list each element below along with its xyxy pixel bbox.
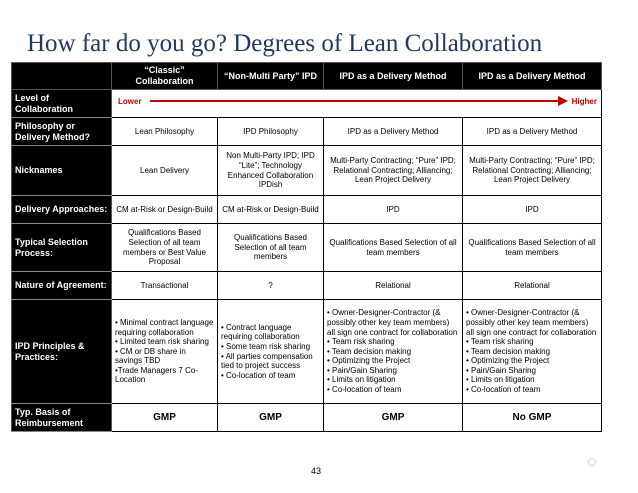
- principles-cell: [463, 300, 602, 404]
- row-label-level: Level of Collaboration: [12, 90, 112, 118]
- slide-title: How far do you go? Degrees of Lean Collaboration: [27, 30, 543, 57]
- table-cell: GMP: [324, 404, 463, 432]
- principles-cell: [112, 300, 218, 404]
- table-cell: Lean Delivery: [112, 146, 218, 196]
- bullet-item: • Team risk sharing: [327, 337, 395, 347]
- bullet-item: • Team decision making: [466, 346, 551, 356]
- collaboration-arrow: [112, 90, 600, 118]
- row-label-delivery: Delivery Approaches:: [12, 196, 112, 224]
- table-cell: Relational: [463, 272, 602, 300]
- table-cell: Relational: [324, 272, 463, 300]
- bullet-item: • Pain/Gain Sharing: [466, 365, 536, 375]
- row-label-agreement: Nature of Agreement:: [12, 272, 112, 300]
- table-cell: Qualifications Based Selection of all team members or Best Value Proposal: [112, 224, 218, 272]
- table-cell: Transactional: [112, 272, 218, 300]
- header-ipd-delivery-2: IPD as a Delivery Method: [463, 63, 602, 90]
- table-row: [12, 272, 602, 300]
- table-cell: CM at-Risk or Design-Build: [218, 196, 324, 224]
- table-row: [12, 196, 602, 224]
- table-cell: IPD: [463, 196, 602, 224]
- principles-cell: [218, 300, 324, 404]
- table-cell: IPD as a Delivery Method: [463, 118, 602, 146]
- principles-cell: [324, 300, 463, 404]
- header-non-multi-party: “Non-Multi Party” IPD: [218, 63, 324, 90]
- bullet-item: • Minimal contract language requiring collaboration: [115, 317, 214, 337]
- bullet-item: • Optimizing the Project: [466, 356, 550, 366]
- bullet-item: • Co-location of team: [221, 370, 296, 380]
- bullet-item: • Contract language requiring collaboration: [221, 322, 300, 342]
- spectrum-high: Higher: [571, 97, 597, 106]
- table-cell: Non Multi-Party IPD; IPD “Lite”; Technology Enhanced Collaboration IPDish: [218, 146, 324, 196]
- bullet-item: • Team decision making: [327, 346, 412, 356]
- bullet-item: • CM or DB share in savings TBD: [115, 346, 186, 366]
- table-cell: Qualifications Based Selection of all team members: [218, 224, 324, 272]
- header-classic: “Classic” Collaboration: [112, 63, 218, 90]
- table-cell: ?: [218, 272, 324, 300]
- spectrum-cell: [112, 90, 602, 118]
- spectrum-row: [12, 90, 602, 118]
- table-cell: GMP: [112, 404, 218, 432]
- table-cell: Multi-Party Contracting; “Pure” IPD; Relational Contracting; Alliancing; Lean Project Delivery: [324, 146, 463, 196]
- spectrum-low: Lower: [118, 97, 142, 106]
- slide-number-icon: ◯: [588, 459, 596, 466]
- table-cell: No GMP: [463, 404, 602, 432]
- table-row: [12, 118, 602, 146]
- bullet-item: • Team risk sharing: [466, 337, 534, 347]
- bullet-item: • Limits on litigation: [327, 375, 396, 385]
- reimbursement-row: [12, 404, 602, 432]
- row-label-reimbursement: Typ. Basis of Reimbursement: [12, 404, 112, 432]
- bullet-item: • Optimizing the Project: [327, 356, 411, 366]
- bullet-item: • Some team risk sharing: [221, 341, 311, 351]
- header-ipd-delivery-1: IPD as a Delivery Method: [324, 63, 463, 90]
- table-cell: IPD as a Delivery Method: [324, 118, 463, 146]
- row-label-selection: Typical Selection Process:: [12, 224, 112, 272]
- row-label-principles: IPD Principles & Practices:: [12, 300, 112, 404]
- bullet-item: • All parties compensation tied to project success: [221, 351, 313, 371]
- table-cell: Lean Philosophy: [112, 118, 218, 146]
- principles-row: [12, 300, 602, 404]
- bullet-item: •Trade Managers 7 Co-Location: [115, 365, 198, 385]
- table-cell: Qualifications Based Selection of all team members: [463, 224, 602, 272]
- bullet-item: • Pain/Gain Sharing: [327, 365, 397, 375]
- bullet-item: • Co-location of team: [327, 385, 402, 395]
- table-cell: Qualifications Based Selection of all team members: [324, 224, 463, 272]
- bullet-item: • Co-location of team: [466, 385, 541, 395]
- table-cell: IPD Philosophy: [218, 118, 324, 146]
- table-cell: GMP: [218, 404, 324, 432]
- header-row: [12, 63, 602, 90]
- table-row: [12, 146, 602, 196]
- bullet-item: • Owner-Designer-Contractor (& possibly other key team members) all sign one contract for collaboration: [327, 308, 458, 337]
- bullet-item: • Limited team risk sharing: [115, 337, 209, 347]
- row-label-nicknames: Nicknames: [12, 146, 112, 196]
- table-row: [12, 224, 602, 272]
- bullet-item: • Limits on litigation: [466, 375, 535, 385]
- collaboration-table: [11, 62, 602, 432]
- table-cell: IPD: [324, 196, 463, 224]
- page-number: 43: [311, 466, 322, 476]
- table-cell: CM at-Risk or Design-Build: [112, 196, 218, 224]
- bullet-item: • Owner-Designer-Contractor (& possibly other key team members) all sign one contract for collaboration: [466, 308, 597, 337]
- table-cell: Multi-Party Contracting; “Pure” IPD; Relational Contracting; Alliancing; Lean Project Delivery: [463, 146, 602, 196]
- header-corner: [12, 63, 112, 90]
- row-label-philosophy: Philosophy or Delivery Method?: [12, 118, 112, 146]
